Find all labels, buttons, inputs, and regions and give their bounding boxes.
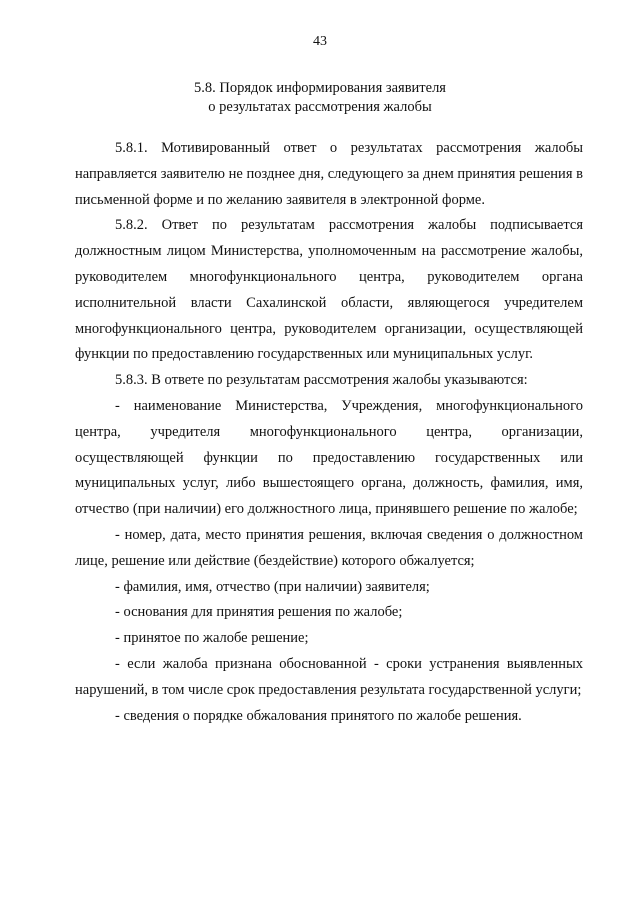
page-number: 43 <box>313 34 327 49</box>
paragraph-5-8-2: 5.8.2. Ответ по результатам рассмотрения жалобы подписывается должностным лицом Министерства, уполномоченным на рассмотрение жалобы, руководителем многофункционального центра, руководителем органа исполнительной власти Сахалинской области, являющегося учредителем многофункционального центра, руководителем организации, осуществляющей функции по предоставлению государственных или муниципальных услуг. <box>75 217 583 363</box>
list-item: - номер, дата, место принятия решения, включая сведения о должностном лице, решение или действие (бездействие) которого обжалуется; <box>75 526 583 569</box>
paragraph-5-8-3: 5.8.3. В ответе по результатам рассмотрения жалобы указываются: <box>115 372 528 389</box>
section-heading-line-1: 5.8. Порядок информирования заявителя <box>194 80 446 96</box>
list-item: - сведения о порядке обжалования принятого по жалобе решения. <box>115 707 522 724</box>
list-item: - наименование Министерства, Учреждения, многофункционального центра, учредителя многофункционального центра, организации, осуществляющей функции по предоставлению государственных или муниципальных услуг, либо вышестоящего органа, должность, фамилия, имя, отчество (при наличии) его должностного лица, принявшего решение по жалобе; <box>75 397 583 518</box>
section-heading <box>0 79 640 117</box>
list-item: - основания для принятия решения по жалобе; <box>115 604 403 621</box>
list-item: - принятое по жалобе решение; <box>115 630 309 647</box>
list-item: - если жалоба признана обоснованной - сроки устранения выявленных нарушений, в том числе срок предоставления результата государственной услуги; <box>75 655 583 698</box>
list-item: - фамилия, имя, отчество (при наличии) заявителя; <box>115 578 430 595</box>
paragraph-5-8-1: 5.8.1. Мотивированный ответ о результатах рассмотрения жалобы направляется заявителю не позднее дня, следующего за днем принятия решения в письменной форме и по желанию заявителя в электронной форме. <box>75 140 583 208</box>
document-body <box>75 136 583 729</box>
section-heading-line-2: о результатах рассмотрения жалобы <box>208 99 432 115</box>
